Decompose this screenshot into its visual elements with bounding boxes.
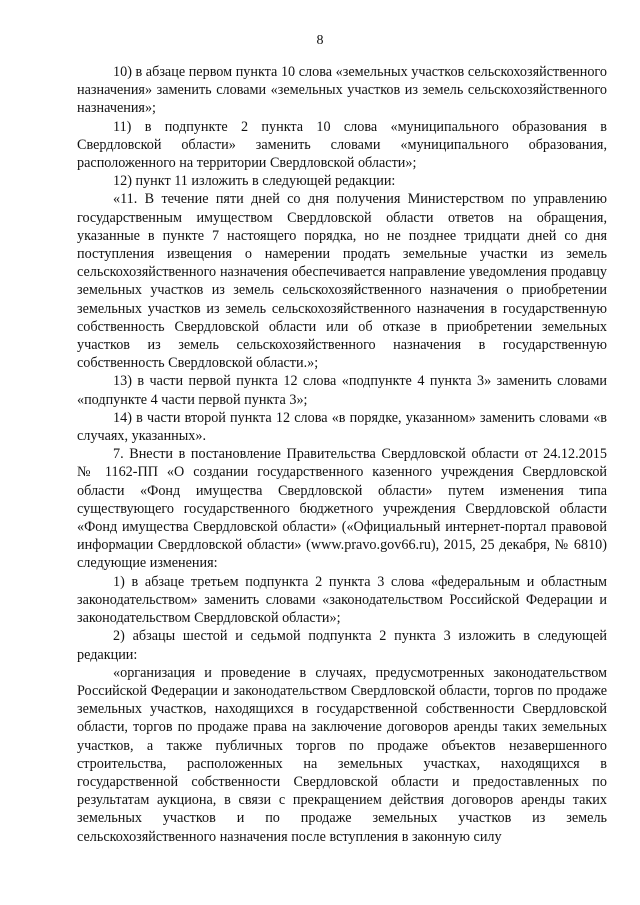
paragraph-point-11-text: «11. В течение пяти дней со дня получения Министерством по управлению государственным имуществом Свердловской области ответов на обращения, указанные в пункте 7 настоящего порядка, но не позднее тридцати дней со дня поступления извещения о намерении продать земельные участки из земель сельскохозяйственного назначения обеспечивается направление уведомления продавцу земельных участков из земель сельскохозяйственного назначения о приобретении земельных участков из земель сельскохозяйственного назначения в государственную собственность Свердловской области или об отказе в приобретении земельных участков из земель сельскохозяйственного назначения в государственную собственность Свердловской области.»; [77, 191, 607, 372]
paragraph-item-10: 10) в абзаце первом пункта 10 слова «земельных участков сельскохозяйственного назначения» заменить словами «земельных участков из земель сельскохозяйственного назначения»; [77, 64, 607, 117]
paragraph-item-14: 14) в части второй пункта 12 слова «в порядке, указанном» заменить словами «в случаях, указанных». [77, 409, 607, 445]
paragraph-item-12: 12) пункт 11 изложить в следующей редакции: [113, 173, 396, 190]
paragraph-new-wording: «организация и проведение в случаях, предусмотренных законодательством Российской Федерации и законодательством Свердловской области, торгов по продаже земельных участков, находящихся в государственной собственности Свердловской области, торгов по продаже права на заключение договоров аренды таких земельных участков, а также публичных торгов по продаже объектов незавершенного строительства, расположенных на земельных участках, находящихся в государственной собственности Свердловской области и предоставленных по результатам аукциона, в связи с прекращением действия договоров аренды таких земельных участков и по продаже земельных участков из земель сельскохозяйственного назначения после вступления в законную силу [77, 664, 607, 845]
paragraph-item-13: 13) в части первой пункта 12 слова «подпункте 4 пункта 3» заменить словами «подпункте 4 части первой пункта 3»; [77, 373, 607, 408]
paragraph-item-11: 11) в подпункте 2 пункта 10 слова «муниципального образования в Свердловской области» заменить словами «муниципального образования, расположенного на территории Свердловской области»; [77, 118, 607, 172]
paragraph-sub-1: 1) в абзаце третьем подпункта 2 пункта 3 слова «федеральным и областным законодательством» заменить словами «законодательством Российской Федерации и законодательством Свердловской области»; [77, 573, 607, 627]
page-number: 8 [316, 33, 324, 48]
paragraph-sub-2: 2) абзацы шестой и седьмой подпункта 2 пункта 3 изложить в следующей редакции: [77, 628, 607, 663]
document-body [77, 63, 607, 846]
paragraph-section-7: 7. Внести в постановление Правительства Свердловской области от 24.12.2015 № 1162-ПП «О создании государственного казенного учреждения Свердловской области «Фонд имущества Свердловской области» путем изменения типа существующего государственного бюджетного учреждения Свердловской области «Фонд имущества Свердловской области» («Официальный интернет-портал правовой информации Свердловской области» (www.pravo.gov66.ru), 2015, 25 декабря, № 6810) следующие изменения: [77, 446, 607, 572]
